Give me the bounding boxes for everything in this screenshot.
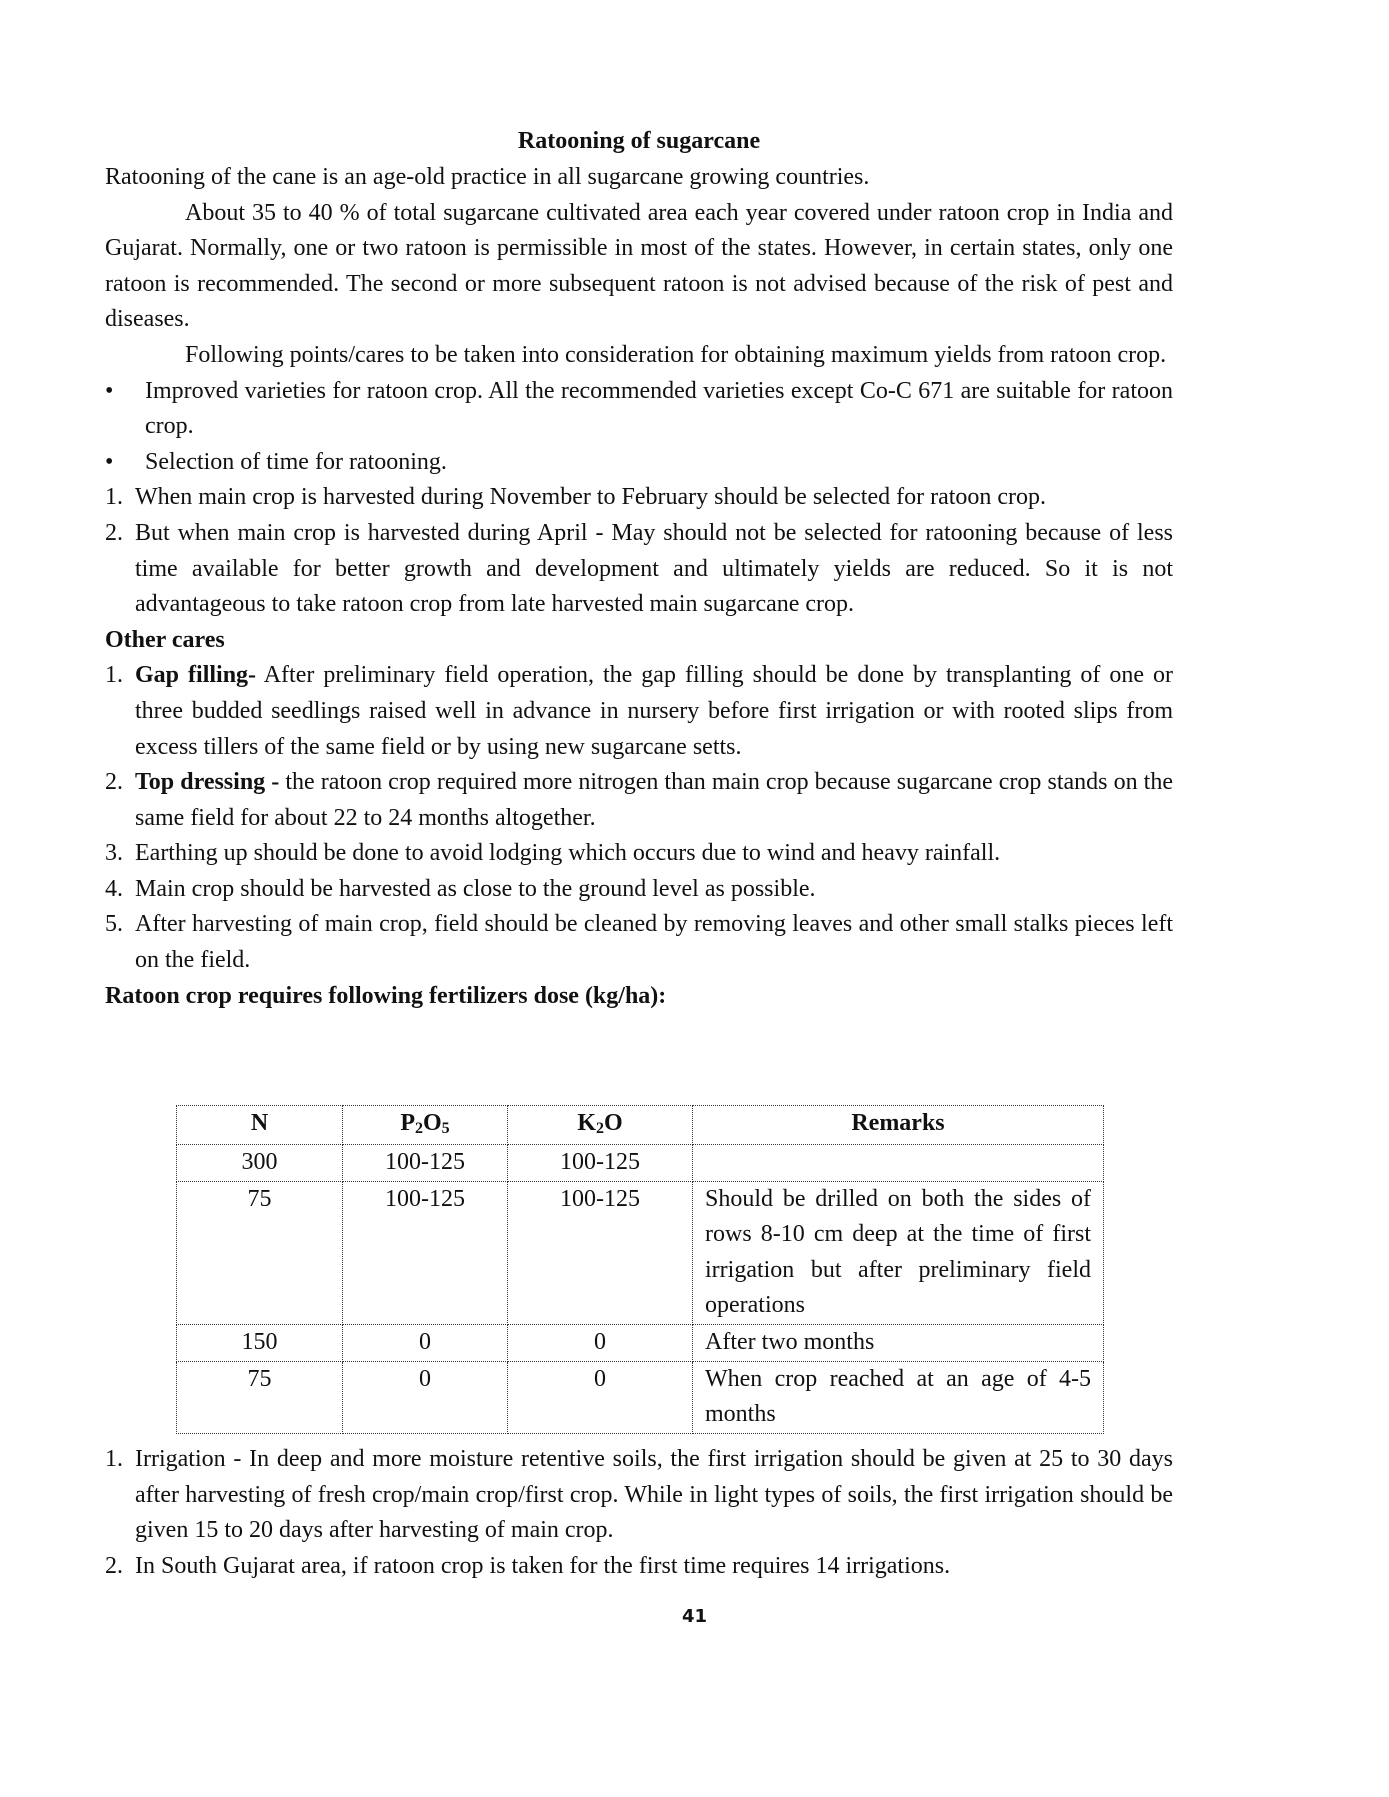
table-row (177, 1181, 1104, 1324)
table-header-row (177, 1106, 1104, 1145)
cell-k2o: 100-125 (508, 1145, 693, 1182)
page-title: Ratooning of sugarcane (517, 128, 761, 154)
cell-p2o5: 100-125 (343, 1181, 508, 1324)
bullet-icon: • (105, 377, 114, 404)
list-text: the ratoon crop required more nitrogen than main crop because sugarcane crop stands on the same field for about 22 to 24 months altogether. (135, 769, 1173, 831)
list-text: Irrigation - In deep and more moisture retentive soils, the first irrigation should be given at 25 to 30 days after harvesting of fresh crop/main crop/first crop. While in light types of soils, the first irrigation should be given 15 to 20 days after harvesting of main crop. (135, 1446, 1173, 1544)
irrigation-section (105, 1442, 1173, 1584)
cell-remarks (693, 1145, 1104, 1182)
bullet-icon: • (105, 448, 114, 475)
header-remarks: Remarks (693, 1106, 1104, 1145)
cell-n: 75 (177, 1181, 343, 1324)
list-text: Earthing up should be done to avoid lodging which occurs due to wind and heavy rainfall. (135, 840, 1001, 867)
cell-remarks: After two months (693, 1324, 1104, 1361)
cell-p2o5: 0 (343, 1361, 508, 1433)
list-bold-label: Gap filling- (135, 662, 257, 689)
timing-point (105, 516, 1173, 623)
other-care-item (105, 872, 1173, 908)
cell-n: 75 (177, 1361, 343, 1433)
bullet-item (105, 445, 1173, 481)
list-bold-label: Top dressing - (135, 769, 280, 796)
list-number: 1. (105, 662, 123, 689)
other-care-item (105, 658, 1173, 765)
cell-n: 300 (177, 1145, 343, 1182)
cell-k2o: 0 (508, 1361, 693, 1433)
list-number: 1. (105, 484, 123, 511)
intro-paragraph: Ratooning of the cane is an age-old practice in all sugarcane growing countries. (105, 164, 870, 190)
fertilizer-table (176, 1105, 1104, 1434)
list-number: 4. (105, 875, 123, 902)
list-text: But when main crop is harvested during April - May should not be selected for ratooning because of less time available for better growth and development and ultimately yields are reduced. So it is not advantageous to take ratoon crop from late harvested main sugarcane crop. (135, 519, 1173, 618)
header-n: N (177, 1106, 343, 1145)
list-number: 5. (105, 911, 123, 938)
body-text (105, 160, 1173, 1014)
list-number: 2. (105, 769, 123, 796)
irrigation-point (105, 1549, 1173, 1585)
table-row (177, 1324, 1104, 1361)
cell-remarks: When crop reached at an age of 4-5 months (693, 1361, 1104, 1433)
bullet-text: Improved varieties for ratoon crop. All the recommended varieties except Co-C 671 are suitable for ratoon crop. (145, 377, 1173, 440)
cell-p2o5: 0 (343, 1324, 508, 1361)
other-care-item (105, 836, 1173, 872)
header-k2o: $K_2O$ (508, 1106, 693, 1145)
cell-remarks: Should be drilled on both the sides of rows 8-10 cm deep at the time of first irrigation but after preliminary field operations (693, 1181, 1104, 1324)
table-caption: Ratoon crop requires following fertilizers dose (kg/ha): (105, 982, 667, 1009)
cell-n: 150 (177, 1324, 343, 1361)
bullet-text: Selection of time for ratooning. (145, 448, 447, 475)
page-number: 41 (681, 1606, 708, 1627)
list-text: In South Gujarat area, if ratoon crop is taken for the first time requires 14 irrigations. (135, 1552, 951, 1579)
header-p2o5: $P_2O_5$ (343, 1106, 508, 1145)
list-text: Main crop should be harvested as close to the ground level as possible. (135, 875, 816, 902)
list-number: 1. (105, 1446, 123, 1472)
table-row (177, 1145, 1104, 1182)
list-number: 3. (105, 840, 123, 867)
table-row (177, 1361, 1104, 1433)
list-text: When main crop is harvested during November to February should be selected for ratoon crop. (135, 484, 1047, 511)
list-text: After harvesting of main crop, field should be cleaned by removing leaves and other small stalks pieces left on the field. (135, 911, 1173, 974)
timing-point (105, 480, 1173, 516)
cell-p2o5: 100-125 (343, 1145, 508, 1182)
other-care-item (105, 907, 1173, 978)
list-number: 2. (105, 519, 123, 546)
list-number: 2. (105, 1552, 123, 1579)
cell-k2o: 0 (508, 1324, 693, 1361)
paragraph-points: Following points/cares to be taken into consideration for obtaining maximum yields from ratoon crop. (185, 341, 1167, 368)
list-text: After preliminary field operation, the gap filling should be done by transplanting of one or three budded seedlings raised well in advance in nursery before first irrigation or with rooted slips from excess tillers of the same field or by using new sugarcane setts. (135, 662, 1173, 760)
bullet-item (105, 374, 1173, 445)
other-cares-heading: Other cares (105, 626, 225, 653)
other-care-item (105, 765, 1173, 836)
irrigation-point (105, 1442, 1173, 1549)
cell-k2o: 100-125 (508, 1181, 693, 1324)
paragraph-ratoon-area: About 35 to 40 % of total sugarcane cultivated area each year covered under ratoon crop in India and Gujarat. Normally, one or two ratoon is permissible in most of the states. However, in certain states, only one ratoon is recommended. The second or more subsequent ratoon is not advised because of the risk of pest and diseases. (105, 199, 1173, 333)
